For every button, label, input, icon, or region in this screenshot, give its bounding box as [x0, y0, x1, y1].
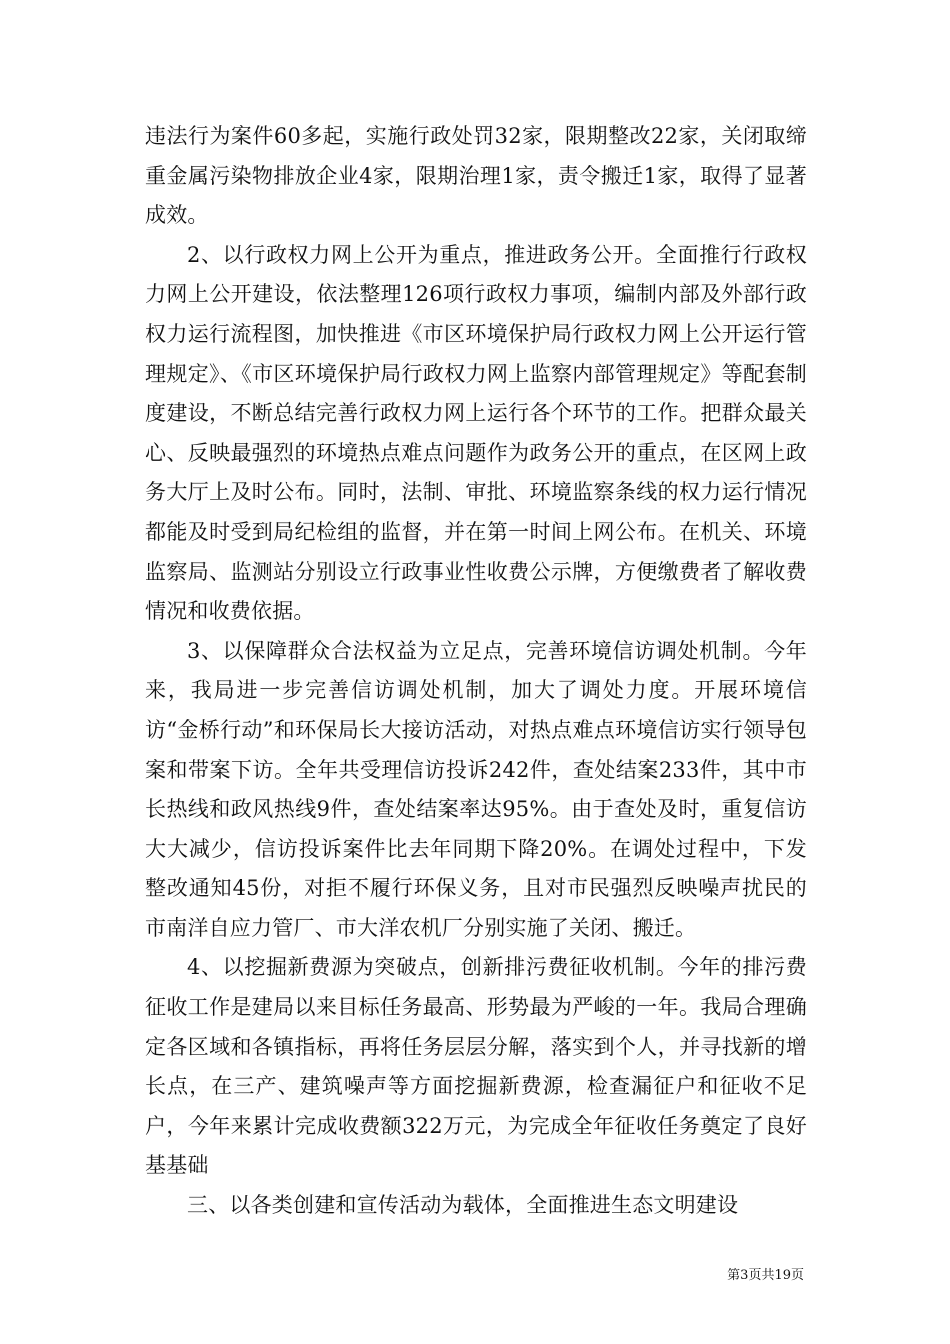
paragraph-continuation: 违法行为案件60多起，实施行政处罚32家，限期整改22家，关闭取缔重金属污染物排放企业4家，限期治理1家，责令搬迁1家，取得了显著成效。 — [145, 124, 807, 228]
paragraph-item-2: 2、以行政权力网上公开为重点，推进政务公开。全面推行行政权力网上公开建设，依法整理126项行政权力事项，编制内部及外部行政权力运行流程图，加快推进《市区环境保护局行政权力网上公开运行管理规定》、《市区环境保护局行政权力网上监察内部管理规定》等配套制度建设，不断总结完善行政权力网上运行各个环节的工作。把群众最关心、反映最强烈的环境热点难点问题作为政务公开的重点，在区网上政务大厅上及时公布。同时，法制、审批、环境监察条线的权力运行情况都能及时受到局纪检组的监督，并在第一时间上网公布。在机关、环境监察局、监测站分别设立行政事业性收费公示牌，方便缴费者了解收费情况和收费依据。 — [145, 242, 807, 624]
page-number-footer: 第3页共19页 — [727, 1268, 804, 1283]
paragraph-item-3: 3、以保障群众合法权益为立足点，完善环境信访调处机制。今年来，我局进一步完善信访调处机制，加大了调处力度。开展环境信访“金桥行动”和环保局长大接访活动，对热点难点环境信访实行领导包案和带案下访。全年共受理信访投诉242件，查处结案233件，其中市长热线和政风热线9件，查处结案率达95%。由于查处及时，重复信访大大减少，信访投诉案件比去年同期下降20%。在调处过程中，下发整改通知45份，对拒不履行环保义务，且对市民强烈反映噪声扰民的市南洋自应力管厂、市大洋农机厂分别实施了关闭、搬迁。 — [145, 638, 807, 940]
section-heading-3: 三、以各类创建和宣传活动为载体，全面推进生态文明建设 — [187, 1193, 739, 1218]
paragraph-item-4: 4、以挖掘新费源为突破点，创新排污费征收机制。今年的排污费征收工作是建局以来目标任务最高、形势最为严峻的一年。我局合理确定各区域和各镇指标，再将任务层层分解，落实到个人，并寻找新的增长点，在三产、建筑噪声等方面挖掘新费源，检查漏征户和征收不足户，今年来累计完成收费额322万元，为完成全年征收任务奠定了良好基基础 — [145, 955, 807, 1178]
document-body — [145, 117, 807, 1226]
